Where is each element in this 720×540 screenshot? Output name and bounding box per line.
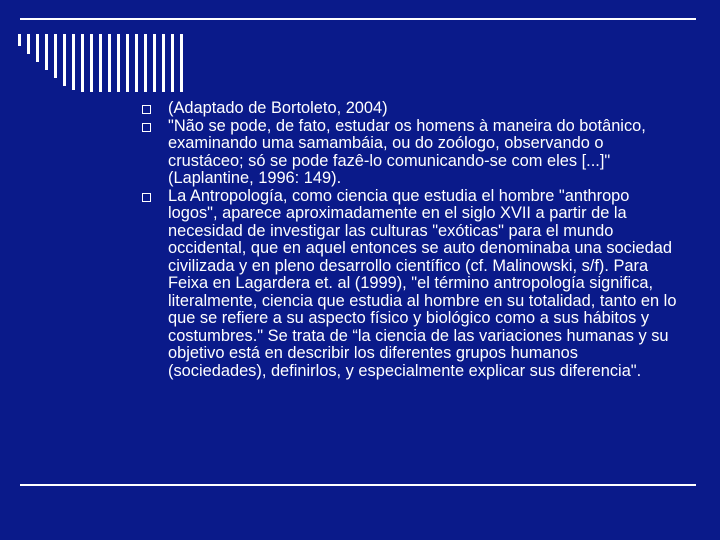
decorative-stripes xyxy=(18,34,188,94)
bullet-item xyxy=(142,188,680,381)
bullet-text: "Não se pode, de fato, estudar os homens à maneira do botânico, examinando uma samambáia, ou do zoólogo, observando o crustáceo; só se pode fazê-lo comunicando-se com eles [...]" (Laplantine, 1996: 149). xyxy=(168,116,646,187)
top-divider-line xyxy=(20,18,696,20)
hollow-square-bullet-icon xyxy=(142,193,151,202)
hollow-square-bullet-icon xyxy=(142,123,151,132)
bullet-text: (Adaptado de Bortoleto, 2004) xyxy=(168,99,388,117)
bullet-item xyxy=(142,118,680,188)
bullet-text: La Antropología, como ciencia que estudia el hombre "anthropo logos", aparece aproximadamente en el siglo XVII a partir de la necesidad de investigar las culturas "exóticas" para el mundo occidental, que en aquel entonces se auto denominaba una sociedad civilizada y en pleno desarrollo científico (cf. Malinowski, s/f). Para Feixa en Lagardera et. al (1999), "el término antropología significa, literalmente, ciencia que estudia al hombre en su totalidad, tanto en lo que se refiere a su aspecto físico y biológico como a sus hábitos y costumbres." Se trata de “la ciencia de las variaciones humanas y su objetivo está en describir los diferentes grupos humanos (sociedades), definirlos, y especialmente explicar sus diferencia". xyxy=(168,186,677,380)
hollow-square-bullet-icon xyxy=(142,105,151,114)
slide-body xyxy=(142,100,680,380)
bottom-divider-line xyxy=(20,484,696,486)
bullet-item xyxy=(142,100,680,118)
